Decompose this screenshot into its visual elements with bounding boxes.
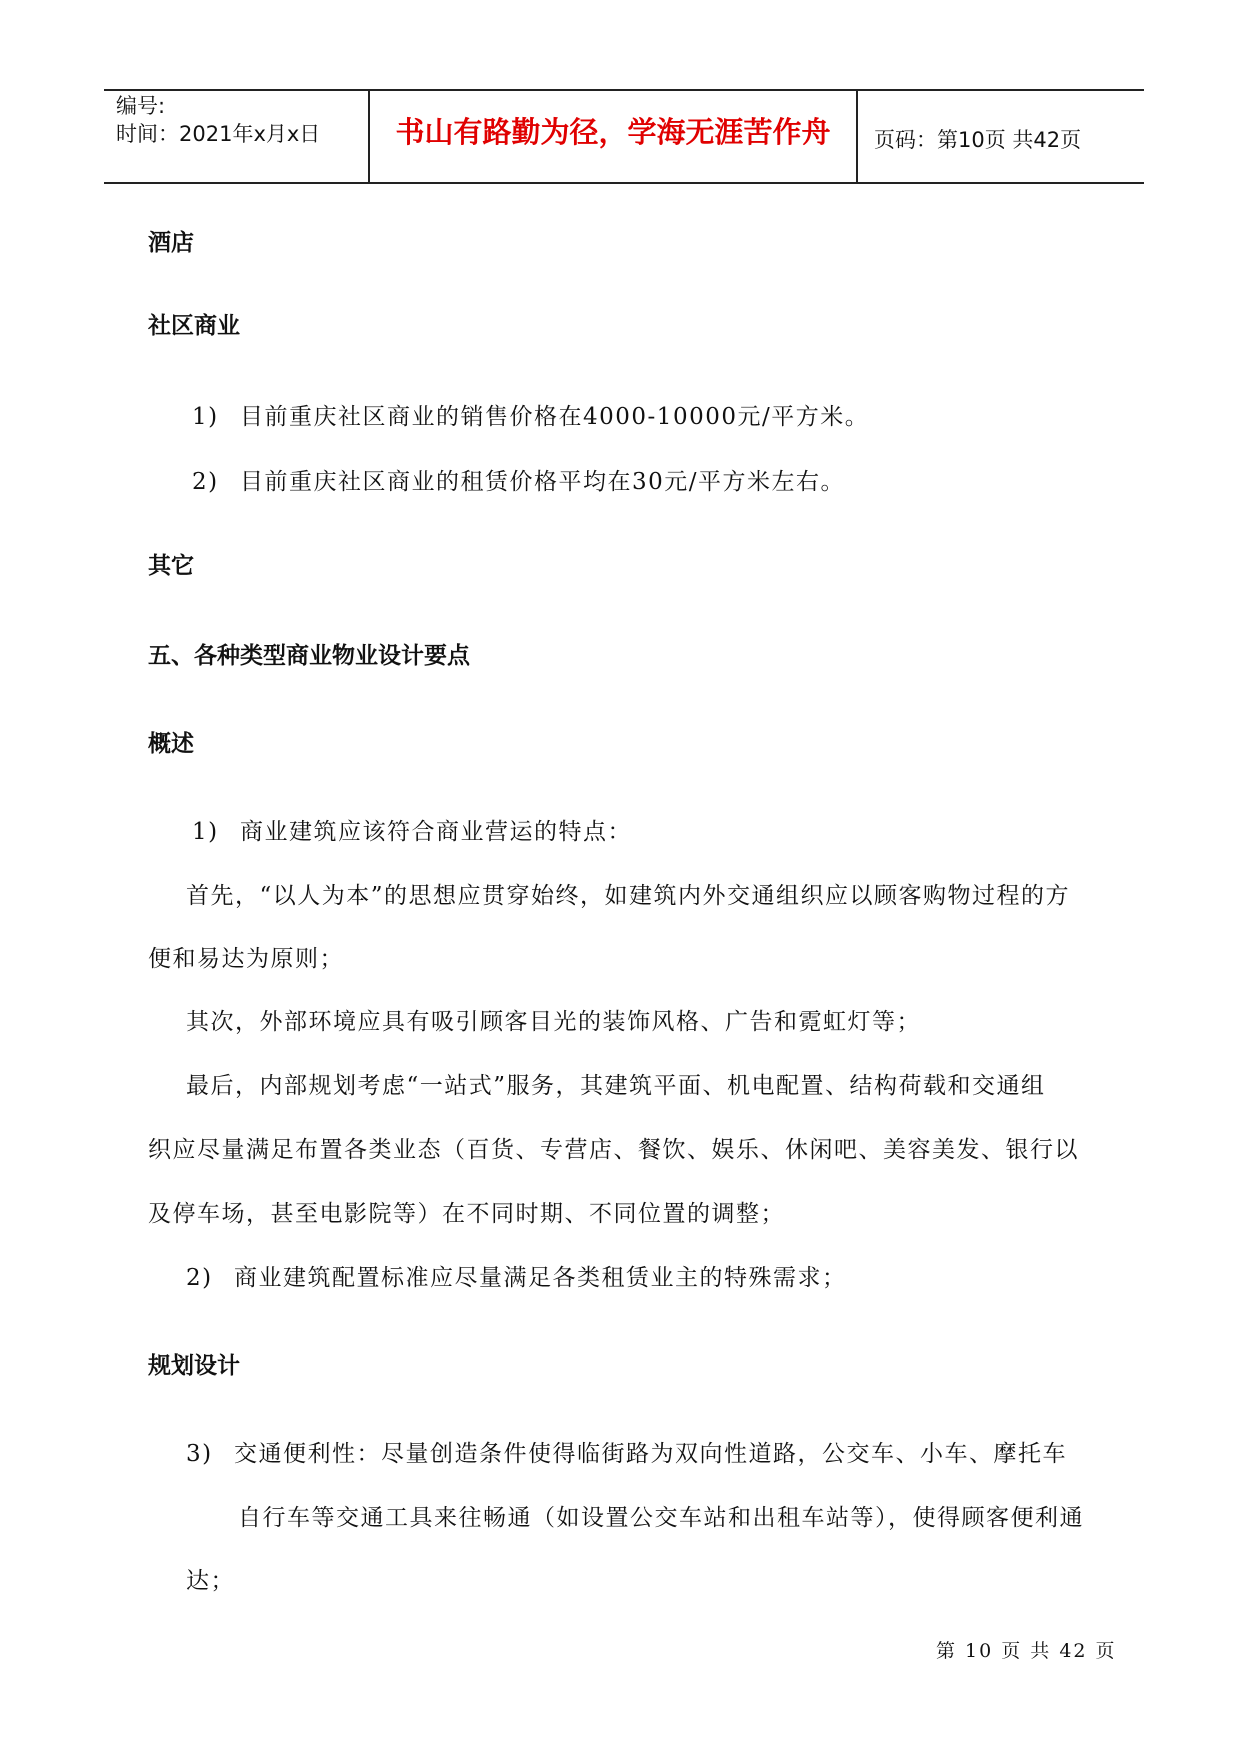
paragraph-line: 首先，“以人为本”的思想应贯穿始终，如建筑内外交通组织应以顾客购物过程的方 xyxy=(186,883,1071,909)
list-item xyxy=(186,1435,1067,1468)
header-divider-right xyxy=(856,89,858,184)
heading-hotel: 酒店 xyxy=(148,230,194,256)
list-item-number: 2) xyxy=(192,469,219,495)
list-item-text: 目前重庆社区商业的租赁价格平均在30元/平方米左右。 xyxy=(240,469,846,495)
header-page-info: 页码：第10页 共42页 xyxy=(874,128,1082,152)
header-meta xyxy=(116,92,320,148)
page-footer: 第 10 页 共 42 页 xyxy=(936,1640,1117,1662)
list-item xyxy=(192,398,869,431)
list-item-text: 交通便利性：尽量创造条件使得临街路为双向性道路，公交车、小车、摩托车 xyxy=(234,1441,1067,1467)
paragraph-line: 织应尽量满足布置各类业态（百货、专营店、餐饮、娱乐、休闲吧、美容美发、银行以 xyxy=(148,1137,1079,1163)
list-item-number: 1) xyxy=(192,819,219,845)
list-item xyxy=(192,813,632,846)
serial-label: 编号: xyxy=(116,94,166,118)
list-item xyxy=(192,463,845,496)
list-item-number: 3) xyxy=(186,1441,213,1467)
header-motto: 书山有路勤为径，学海无涯苦作舟 xyxy=(395,115,831,149)
paragraph-line: 达； xyxy=(186,1568,235,1594)
heading-planning: 规划设计 xyxy=(148,1353,240,1379)
time-label: 时间：2021年x月x日 xyxy=(116,122,321,146)
heading-community: 社区商业 xyxy=(148,313,240,339)
list-item-number: 2) xyxy=(186,1265,213,1291)
list-item-text: 目前重庆社区商业的销售价格在4000-10000元/平方米。 xyxy=(240,404,870,430)
heading-section-five: 五、各种类型商业物业设计要点 xyxy=(148,643,470,669)
paragraph-line: 自行车等交通工具来往畅通（如设置公交车站和出租车站等），使得顾客便利通 xyxy=(238,1505,1084,1531)
list-item-text: 商业建筑配置标准应尽量满足各类租赁业主的特殊需求； xyxy=(234,1265,847,1291)
paragraph-line: 其次，外部环境应具有吸引顾客目光的装饰风格、广告和霓虹灯等； xyxy=(186,1009,921,1035)
header-bottom-rule xyxy=(104,182,1144,184)
header-top-rule xyxy=(104,89,1144,91)
list-item xyxy=(186,1259,847,1292)
list-item-number: 1) xyxy=(192,404,219,430)
list-item-text: 商业建筑应该符合商业营运的特点： xyxy=(240,819,632,845)
paragraph-line: 最后，内部规划考虑“一站式”服务，其建筑平面、机电配置、结构荷载和交通组 xyxy=(186,1073,1046,1099)
paragraph-line: 便和易达为原则； xyxy=(148,946,344,972)
paragraph-line: 及停车场，甚至电影院等）在不同时期、不同位置的调整； xyxy=(148,1201,785,1227)
heading-other: 其它 xyxy=(148,553,194,579)
heading-overview: 概述 xyxy=(148,731,194,757)
